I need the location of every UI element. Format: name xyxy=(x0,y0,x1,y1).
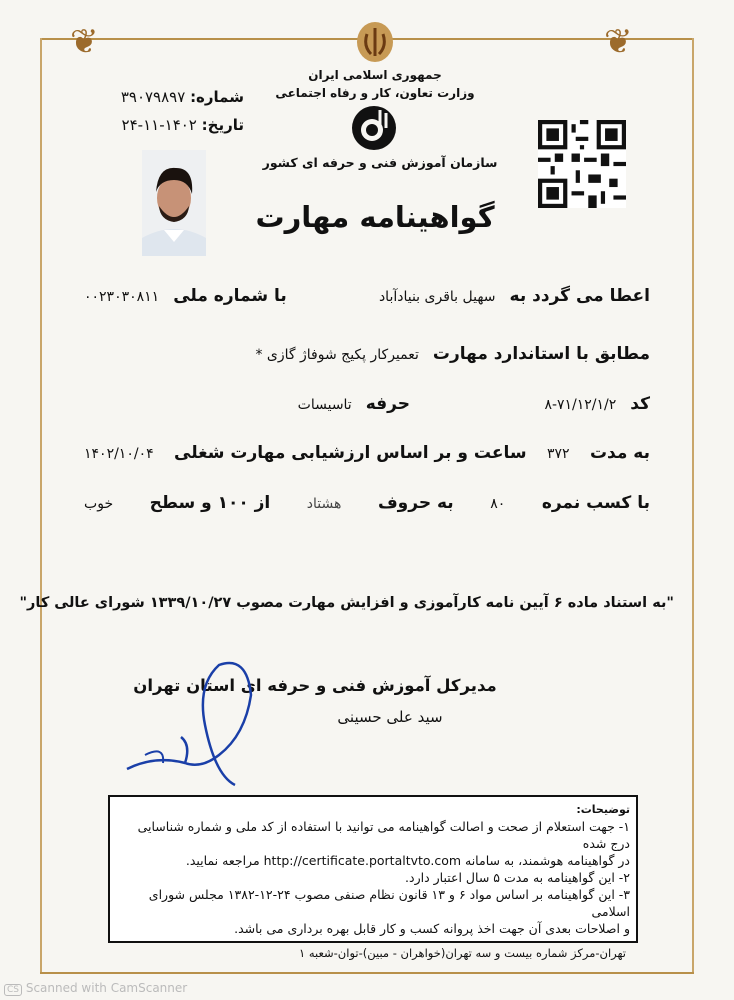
note-line: و اصلاحات بعدی آن جهت اخذ پروانه کسب و کار قابل بهره برداری می باشد. xyxy=(234,921,630,936)
note-line: ۳- این گواهینامه بر اساس مواد ۶ و ۱۳ قانون نظام صنفی مصوب ۲۴-۱۲-۱۳۸۲ مجلس شورای اسلامی xyxy=(148,887,630,919)
notes-section xyxy=(108,795,638,960)
code-row xyxy=(84,394,650,414)
ornamental-border-bottom xyxy=(40,972,694,974)
note-line: در گواهینامه هوشمند، به سامانه http://certificate.portaltvto.com مراجعه نمایید. xyxy=(185,853,630,868)
holder-photo xyxy=(142,150,206,256)
notes-heading: توضیحات: xyxy=(576,803,630,816)
regulation-statement: "به استناد ماده ۶ آیین نامه کارآموزی و افزایش مهارت مصوب ۱۳۳۹/۱۰/۲۷ شورای عالی کار" xyxy=(19,595,674,611)
tvto-logo-icon xyxy=(350,104,398,152)
corner-flourish-icon: ❦ xyxy=(604,22,633,62)
ornamental-border-left xyxy=(40,38,42,972)
standard-label: مطابق با استاندارد مهارت xyxy=(432,344,650,364)
organization-name: سازمان آموزش فنی و حرفه ای کشور xyxy=(262,155,498,170)
duration-row xyxy=(84,443,650,463)
camscanner-logo-icon: CS xyxy=(4,984,22,996)
note-line: ۱- جهت استعلام از صحت و اصالت گواهینامه می توانید با استفاده از کد ملی و شماره شناسایی درج شده xyxy=(137,819,630,851)
level-value: خوب xyxy=(84,496,114,512)
duration-hours: ۳۷۲ xyxy=(547,446,570,462)
score-row xyxy=(84,493,650,513)
score-letters: هشتاد xyxy=(306,496,342,512)
letters-label: به حروف xyxy=(377,493,454,513)
ornamental-border-right xyxy=(692,38,694,972)
national-id: ۰۰۲۳۰۳۰۸۱۱ xyxy=(84,289,160,305)
camscanner-watermark xyxy=(4,981,187,996)
note-line: ۲- این گواهینامه به مدت ۵ سال اعتبار دارد. xyxy=(405,870,630,885)
certificate-date xyxy=(122,116,244,134)
evaluation-date: ۱۴۰۲/۱۰/۰۴ xyxy=(84,446,154,462)
signature xyxy=(115,645,265,795)
iran-emblem-icon xyxy=(355,20,395,64)
score-label: با کسب نمره xyxy=(541,493,650,513)
country-name: جمهوری اسلامی ایران xyxy=(308,68,442,82)
number-value: ۳۹۰۷۹۸۹۷ xyxy=(120,88,186,106)
out-of-label: از ۱۰۰ و سطح xyxy=(149,493,271,513)
watermark-text: Scanned with CamScanner xyxy=(25,981,188,995)
holder-name: سهیل باقری بنیادآباد xyxy=(378,289,496,305)
code-label: کد xyxy=(630,394,650,414)
certificate-title: گواهینامه مهارت xyxy=(255,200,495,234)
duration-label: به مدت xyxy=(589,443,650,463)
standard-code: ۸-۷۱/۱۲/۱/۲ xyxy=(544,397,617,413)
signatory-name: سید علی حسینی xyxy=(337,708,443,726)
notes-box xyxy=(108,795,638,943)
ministry-name: وزارت تعاون، کار و رفاه اجتماعی xyxy=(275,86,475,100)
qr-code xyxy=(538,120,626,208)
certificate-number xyxy=(121,88,244,106)
awarded-label: اعطا می گردد به xyxy=(509,286,650,306)
issuing-center: تهران-مرکز شماره بیست و سه تهران(خواهران - مبین)-توان-شعبه ۱ xyxy=(299,946,626,960)
awarded-row xyxy=(84,286,650,306)
trade-label: حرفه xyxy=(365,394,410,414)
trade-value: تاسیسات xyxy=(297,397,352,413)
date-value: ۱۴۰۲-۱۱-۲۴ xyxy=(121,116,197,134)
number-label: شماره: xyxy=(190,88,244,106)
score-value: ۸۰ xyxy=(490,496,506,512)
skill-standard: تعمیرکار پکیج شوفاژ گازی * xyxy=(255,347,419,363)
national-id-label: با شماره ملی xyxy=(173,286,287,306)
signatory-title: مدیرکل آموزش فنی و حرفه ای استان تهران xyxy=(133,676,497,695)
corner-flourish-icon: ❦ xyxy=(70,22,99,62)
standard-row xyxy=(84,344,650,364)
hours-evaluation-label: ساعت و بر اساس ارزشیابی مهارت شغلی xyxy=(174,443,527,463)
date-label: تاریخ: xyxy=(201,116,244,134)
